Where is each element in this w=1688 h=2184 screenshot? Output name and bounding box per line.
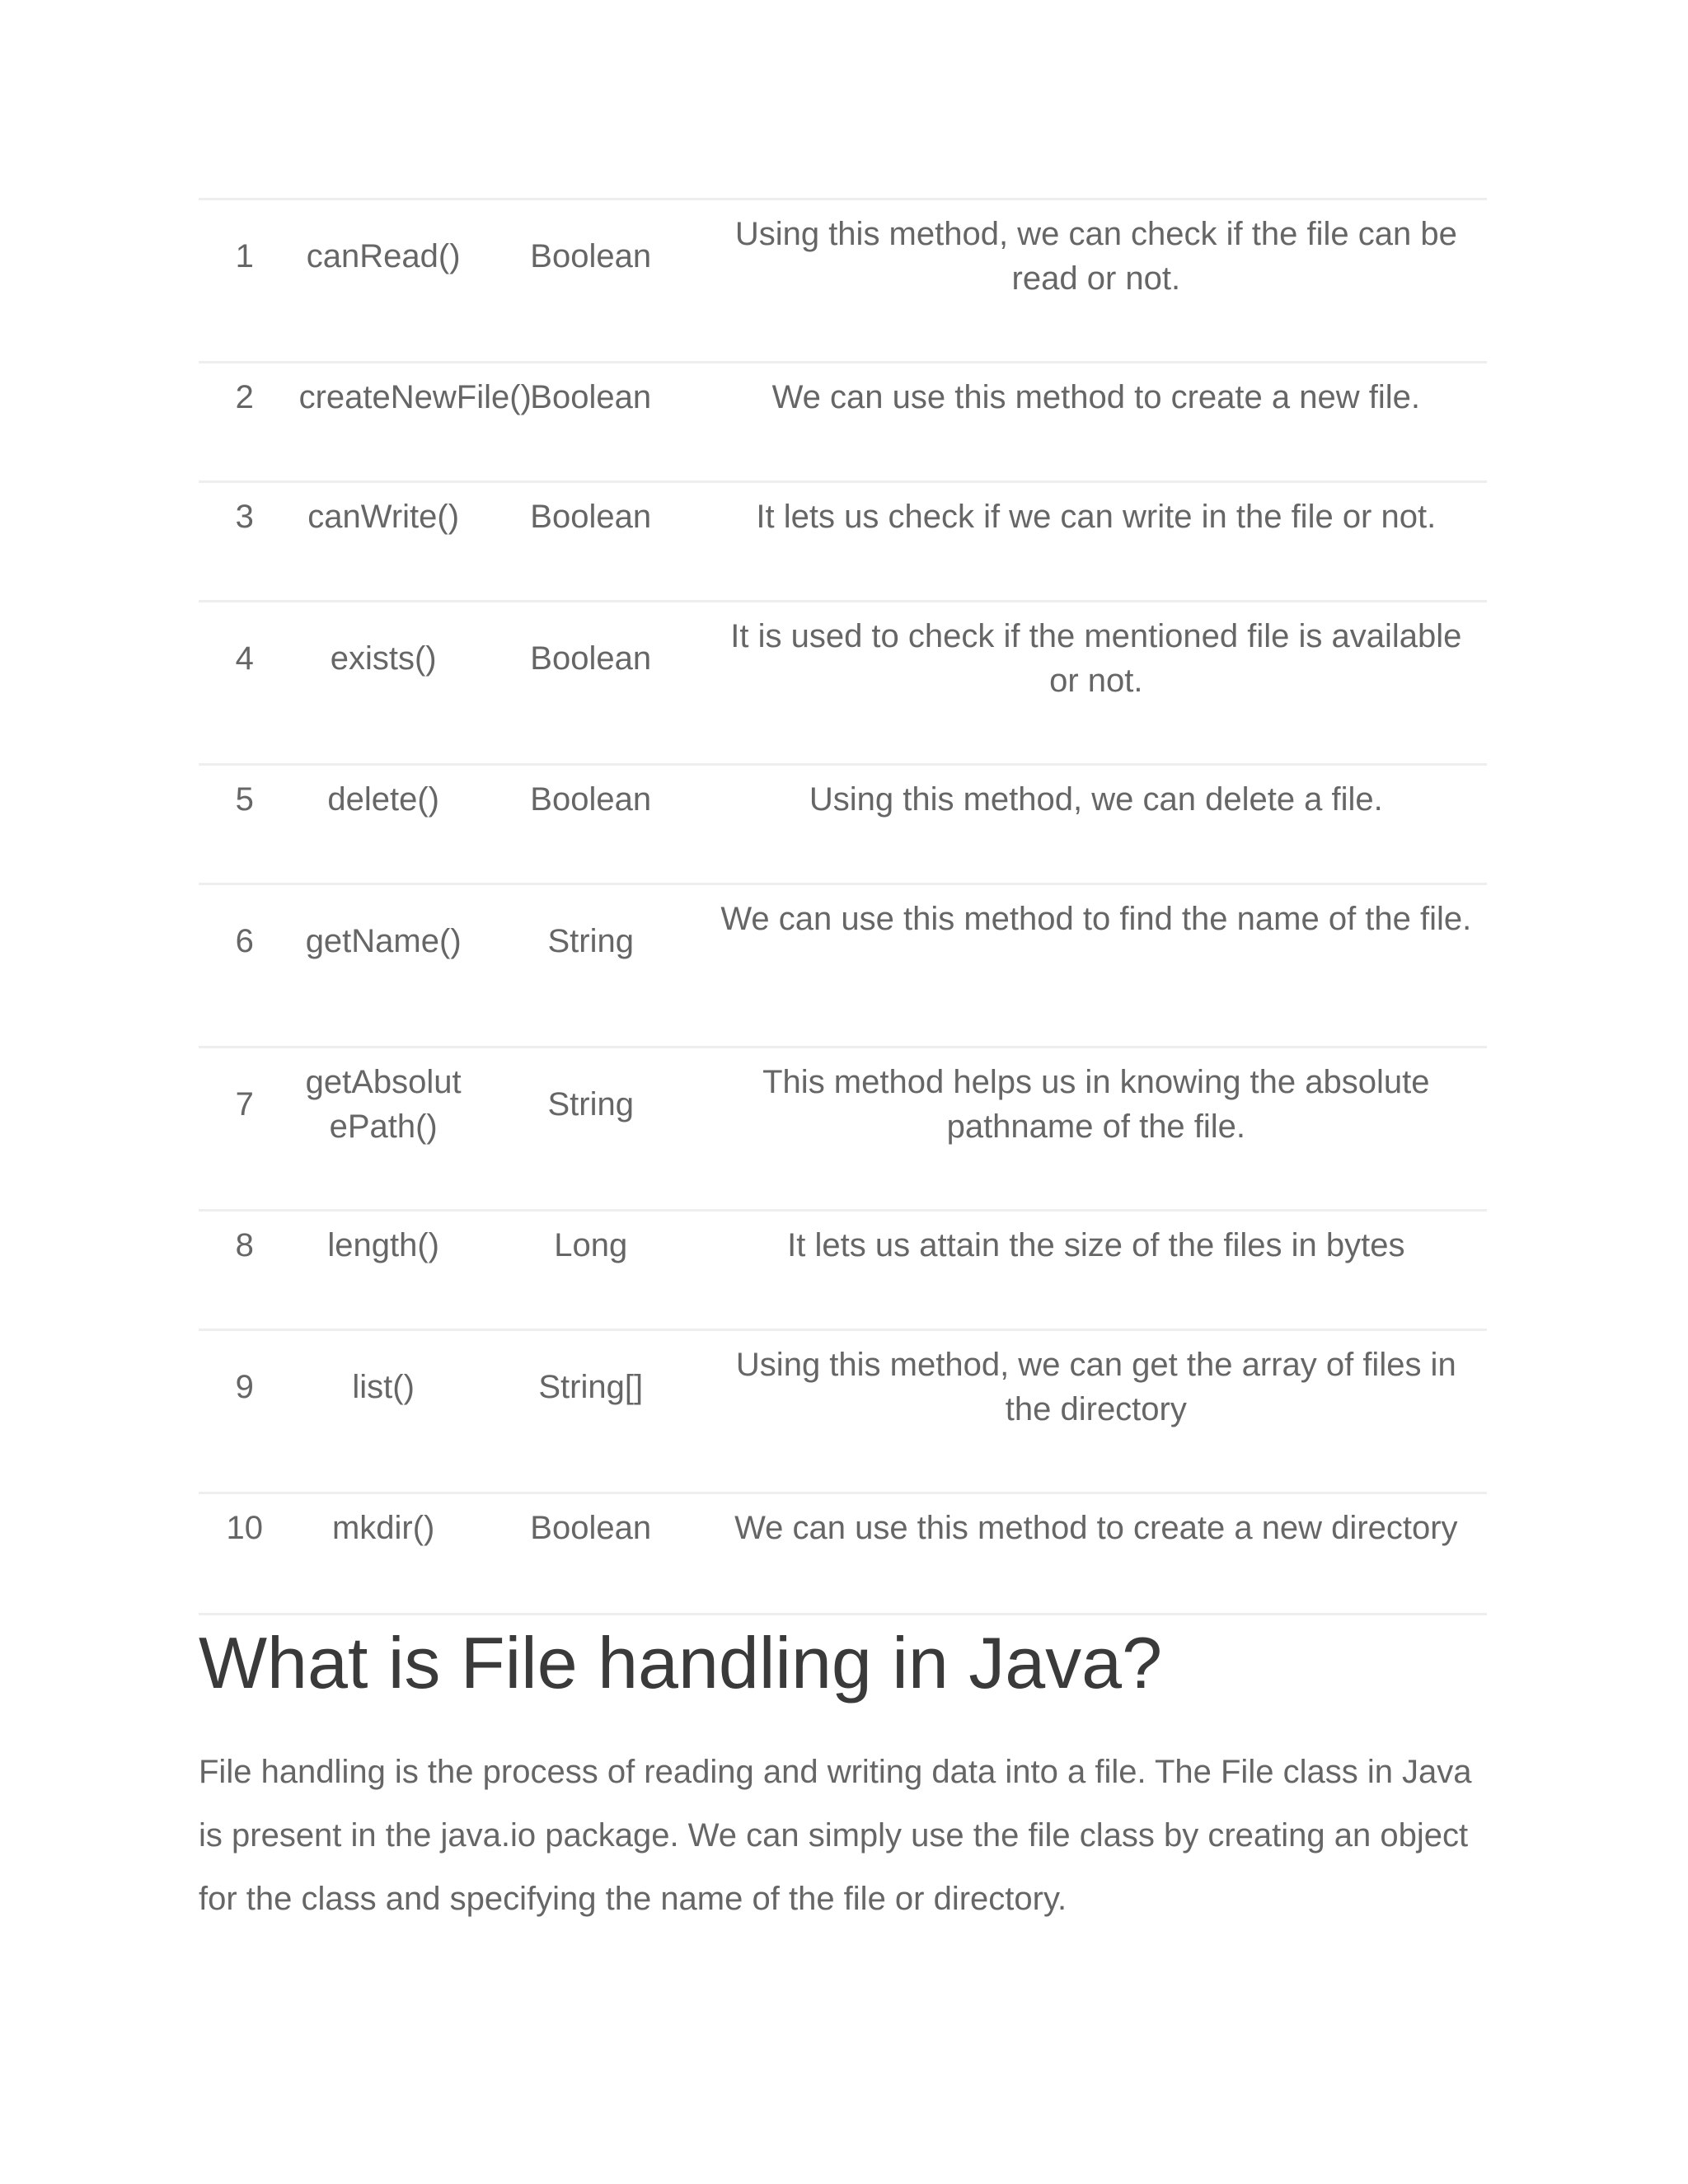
return-type: Boolean	[530, 640, 652, 677]
method-name: length()	[327, 1227, 439, 1263]
table-row	[199, 199, 1487, 363]
row-number: 1	[235, 238, 254, 274]
method-description: It lets us check if we can write in the file or not.	[756, 499, 1437, 535]
method-description: Using this method, we can check if the file can be read or not.	[734, 216, 1457, 297]
section-heading: What is File handling in Java?	[199, 1621, 1163, 1704]
method-description: It lets us attain the size of the files in bytes	[787, 1227, 1405, 1263]
method-name: getAbsolutePath()	[305, 1064, 462, 1145]
table-row	[199, 482, 1487, 602]
return-type: Boolean	[530, 379, 652, 415]
method-name: mkdir()	[331, 1510, 435, 1546]
page-content	[199, 198, 1487, 1931]
row-number: 3	[235, 499, 254, 535]
method-name: canWrite()	[307, 499, 460, 535]
return-type: String	[547, 1086, 634, 1122]
method-name: exists()	[330, 640, 437, 677]
row-number: 2	[235, 379, 254, 415]
row-number: 6	[235, 923, 254, 959]
table-row	[199, 884, 1487, 1047]
section-paragraph: File handling is the process of reading and writing data into a file. The File class in Java is present in the java.io package. We can simply use the file class by creating an object for the class and specifying the name of the file or directory.	[199, 1753, 1472, 1917]
method-description: This method helps us in knowing the absolute pathname of the file.	[762, 1064, 1430, 1145]
row-number: 7	[235, 1086, 254, 1122]
row-number: 10	[226, 1510, 264, 1546]
method-name: canRead()	[306, 238, 461, 274]
row-number: 8	[235, 1227, 254, 1263]
file-methods-table	[199, 198, 1487, 1613]
method-name: getName()	[305, 923, 462, 959]
method-name: delete()	[327, 781, 439, 818]
table-row	[199, 1211, 1487, 1330]
row-number: 4	[235, 640, 254, 677]
table-row	[199, 1330, 1487, 1493]
method-name: createNewFile()	[298, 379, 532, 415]
table-row	[199, 1047, 1487, 1211]
table-row	[199, 602, 1487, 765]
return-type: Boolean	[530, 238, 652, 274]
method-name: list()	[352, 1369, 415, 1405]
return-type: Long	[554, 1227, 628, 1263]
method-description: We can use this method to find the name of the file.	[720, 901, 1472, 937]
method-description: It is used to check if the mentioned file is available or not.	[730, 618, 1462, 699]
method-description: We can use this method to create a new file.	[771, 379, 1420, 415]
method-description: We can use this method to create a new directory	[734, 1510, 1458, 1546]
return-type: Boolean	[530, 781, 652, 818]
method-description: Using this method, we can delete a file.	[809, 781, 1383, 818]
table-row	[199, 765, 1487, 884]
return-type: Boolean	[530, 499, 652, 535]
row-number: 5	[235, 781, 254, 818]
row-number: 9	[235, 1369, 254, 1405]
method-description: Using this method, we can get the array of files in the directory	[735, 1347, 1456, 1427]
table-row	[199, 1493, 1487, 1613]
return-type: String	[547, 923, 634, 959]
return-type: String[]	[538, 1369, 644, 1405]
return-type: Boolean	[530, 1510, 652, 1546]
table-row	[199, 363, 1487, 482]
